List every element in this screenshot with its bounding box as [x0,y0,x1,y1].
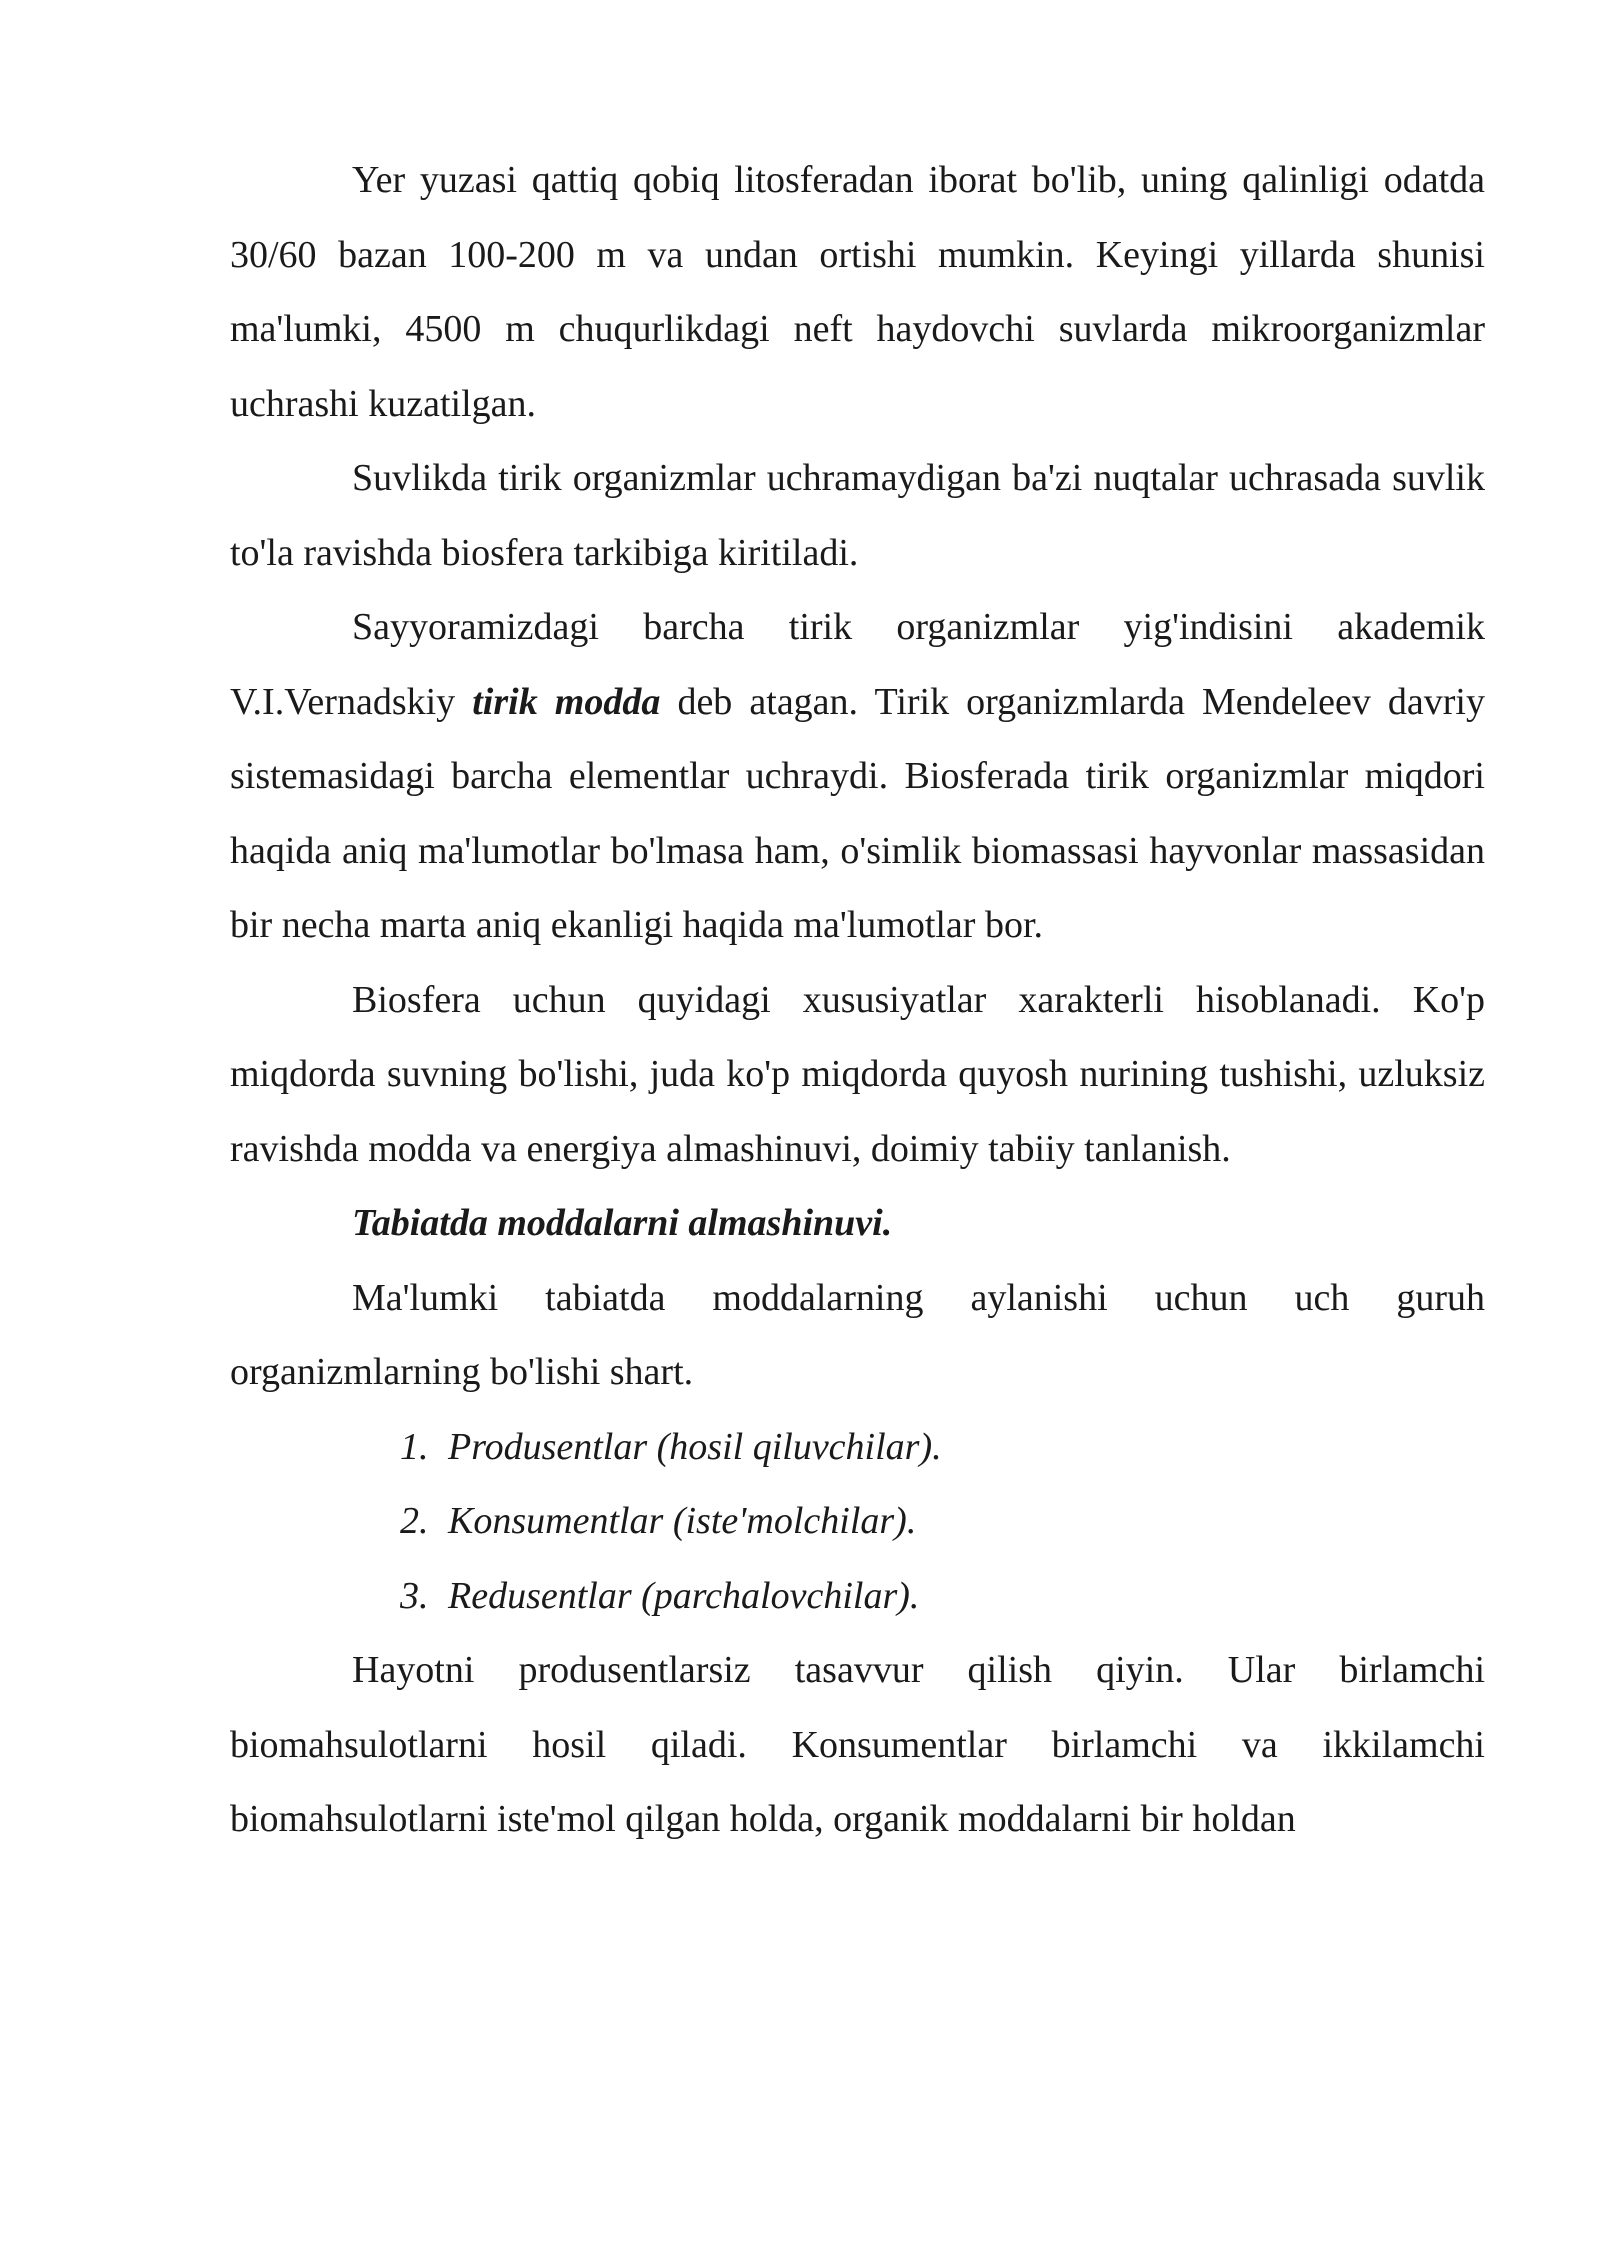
list-item-consumers [230,1484,1485,1559]
list-number: 2. [400,1500,429,1542]
paragraph-lithosphere: Yer yuzasi qattiq qobiq litosferadan iborat bo'lib, uning qalinligi odatda 30/60 bazan 100-200 m va undan ortishi mumkin. Keyingi yillarda shunisi ma'lumki, 4500 m chuqurlikdagi neft haydovchi suvlarda mikroorganizmlar uchrashi kuzatilgan. [230,159,1485,425]
paragraph-closing: Hayotni produsentlarsiz tasavvur qilish qiyin. Ular birlamchi biomahsulotlarni hosil qiladi. Konsumentlar birlamchi va ikkilamchi biomahsulotlarni iste'mol qilgan holda, organik moddalarni bir holdan [230,1649,1485,1840]
list-item-text: Produsentlar (hosil qiluvchilar). [448,1425,942,1468]
list-number: 1. [400,1425,429,1468]
paragraph-living-matter [230,590,1485,963]
list-item-text: Redusentlar (parchalovchilar). [448,1574,920,1617]
list-item-reducers [230,1559,1485,1634]
paragraph-living-matter-end: deb atagan. Tirik organizmlarda Mendeleev davriy sistemasidagi barcha elementlar uchraydi. Biosferada tirik organizmlar miqdori haqida aniq ma'lumotlar bo'lmasa ham, o'simlik biomassasi hayvonlar massasidan bir necha marta aniq ekanligi haqida ma'lumotlar bor. [230,680,1485,946]
paragraph-intro: Ma'lumki tabiatda moddalarning aylanishi uchun uch guruh organizmlarning bo'lishi shart. [230,1276,1485,1393]
paragraph-living-matter-start: Sayyoramizdagi barcha tirik organizmlar yig'indisini akademik V.I.Vernadskiy [230,606,1485,723]
list-item-producers [230,1410,1485,1485]
paragraph-water-bodies: Suvlikda tirik organizmlar uchramaydigan ba'zi nuqtalar uchrasada suvlik to'la ravishda biosfera tarkibiga kiritiladi. [230,457,1485,574]
section-heading: Tabiatda moddalarni almashinuvi. [352,1202,893,1244]
paragraph-biosphere-features: Biosfera uchun quyidagi xususiyatlar xarakterli hisoblanadi. Ko'p miqdorda suvning bo'lishi, juda ko'p miqdorda quyosh nurining tushishi, uzluksiz ravishda modda va energiya almashinuvi, doimiy tabiiy tanlanish. [230,978,1485,1170]
list-item-text: Konsumentlar (iste'molchilar). [448,1500,917,1542]
list-number: 3. [400,1574,429,1617]
document-body [230,143,1485,1857]
organism-groups-list [230,1410,1485,1634]
term-living-matter: tirik modda [472,680,661,723]
